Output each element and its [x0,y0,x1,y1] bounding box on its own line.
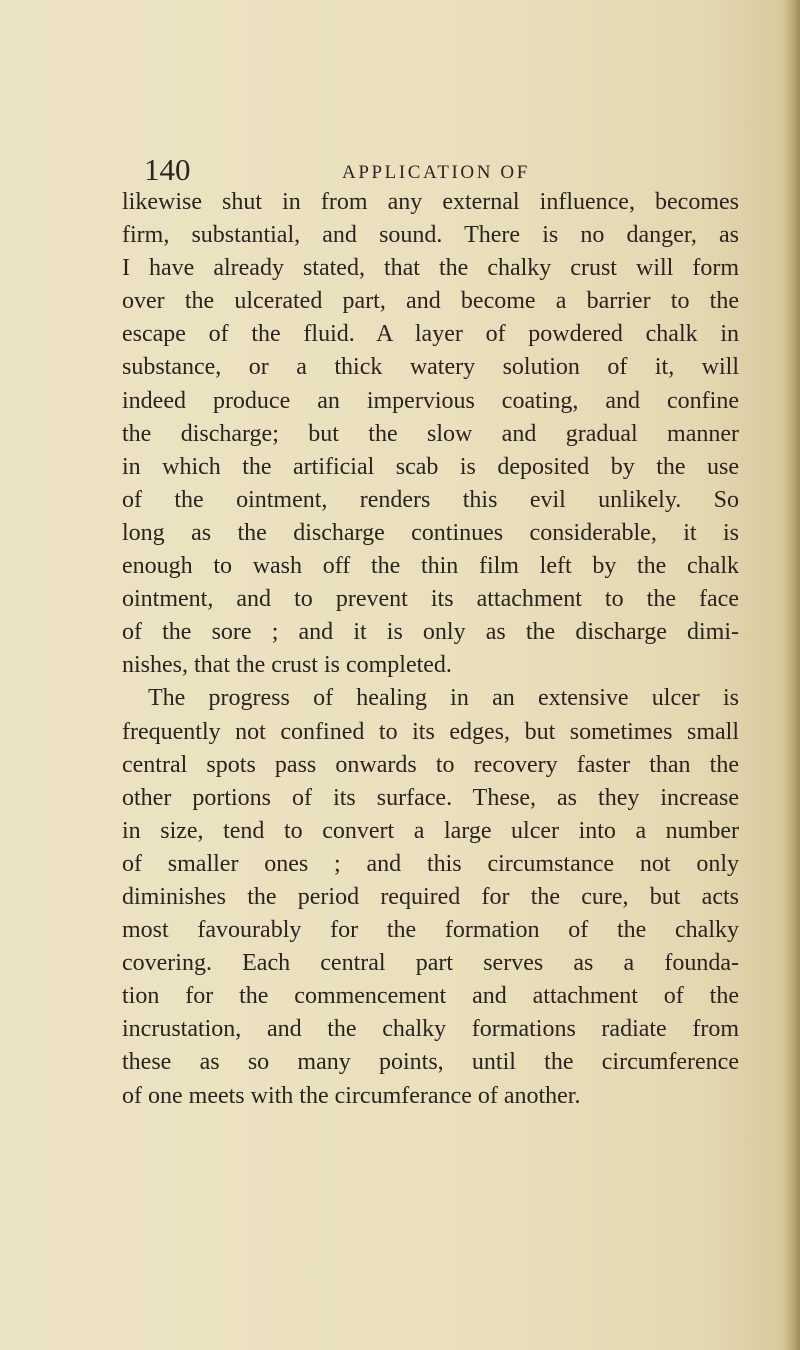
text-line: over the ulcerated part, and become a barrier to the [122,288,739,315]
text-line: I have already stated, that the chalky crust will form [122,255,739,282]
text-line: most favourably for the formation of the chalky [122,917,739,944]
text-line: long as the discharge continues considerable, it is [122,519,739,546]
body-text [122,186,739,1113]
text-line: incrustation, and the chalky formations radiate from [122,1016,739,1043]
text-line: tion for the commencement and attachment of the [122,983,739,1010]
page-number: 140 [144,152,191,187]
text-line: firm, substantial, and sound. There is no danger, as [122,222,739,249]
page-last-line: of one meets with the circumferance of another. [122,1082,581,1109]
text-line: of the sore ; and it is only as the discharge dimi- [122,619,739,646]
text-line: likewise shut in from any external influence, becomes [122,189,739,215]
text-line: frequently not confined to its edges, but sometimes small [122,718,739,745]
text-line: in which the artificial scab is deposited by the use [122,453,739,480]
text-line: diminishes the period required for the cure, but acts [122,883,739,910]
paragraph-first-line: The progress of healing in an extensive ulcer is [148,685,739,712]
page-edge-shadow [784,0,800,1350]
text-line: other portions of its surface. These, as they increase [122,784,739,811]
text-line: central spots pass onwards to recovery faster than the [122,751,739,778]
text-line: escape of the fluid. A layer of powdered chalk in [122,321,739,348]
paragraph-last-line: nishes, that the crust is completed. [122,652,452,679]
text-line: the discharge; but the slow and gradual manner [122,420,739,447]
text-line: of the ointment, renders this evil unlikely. So [122,486,739,513]
text-line: indeed produce an impervious coating, and confine [122,387,739,414]
text-line: ointment, and to prevent its attachment to the face [122,586,739,613]
text-line: in size, tend to convert a large ulcer into a number [122,817,739,844]
text-line: enough to wash off the thin film left by the chalk [122,553,739,580]
text-line: substance, or a thick watery solution of it, will [122,354,739,381]
text-line: of smaller ones ; and this circumstance not only [122,850,739,877]
running-head: APPLICATION OF [342,162,530,183]
text-line: these as so many points, until the circumference [122,1049,739,1076]
text-line: covering. Each central part serves as a founda- [122,950,739,977]
page-header [144,150,744,190]
